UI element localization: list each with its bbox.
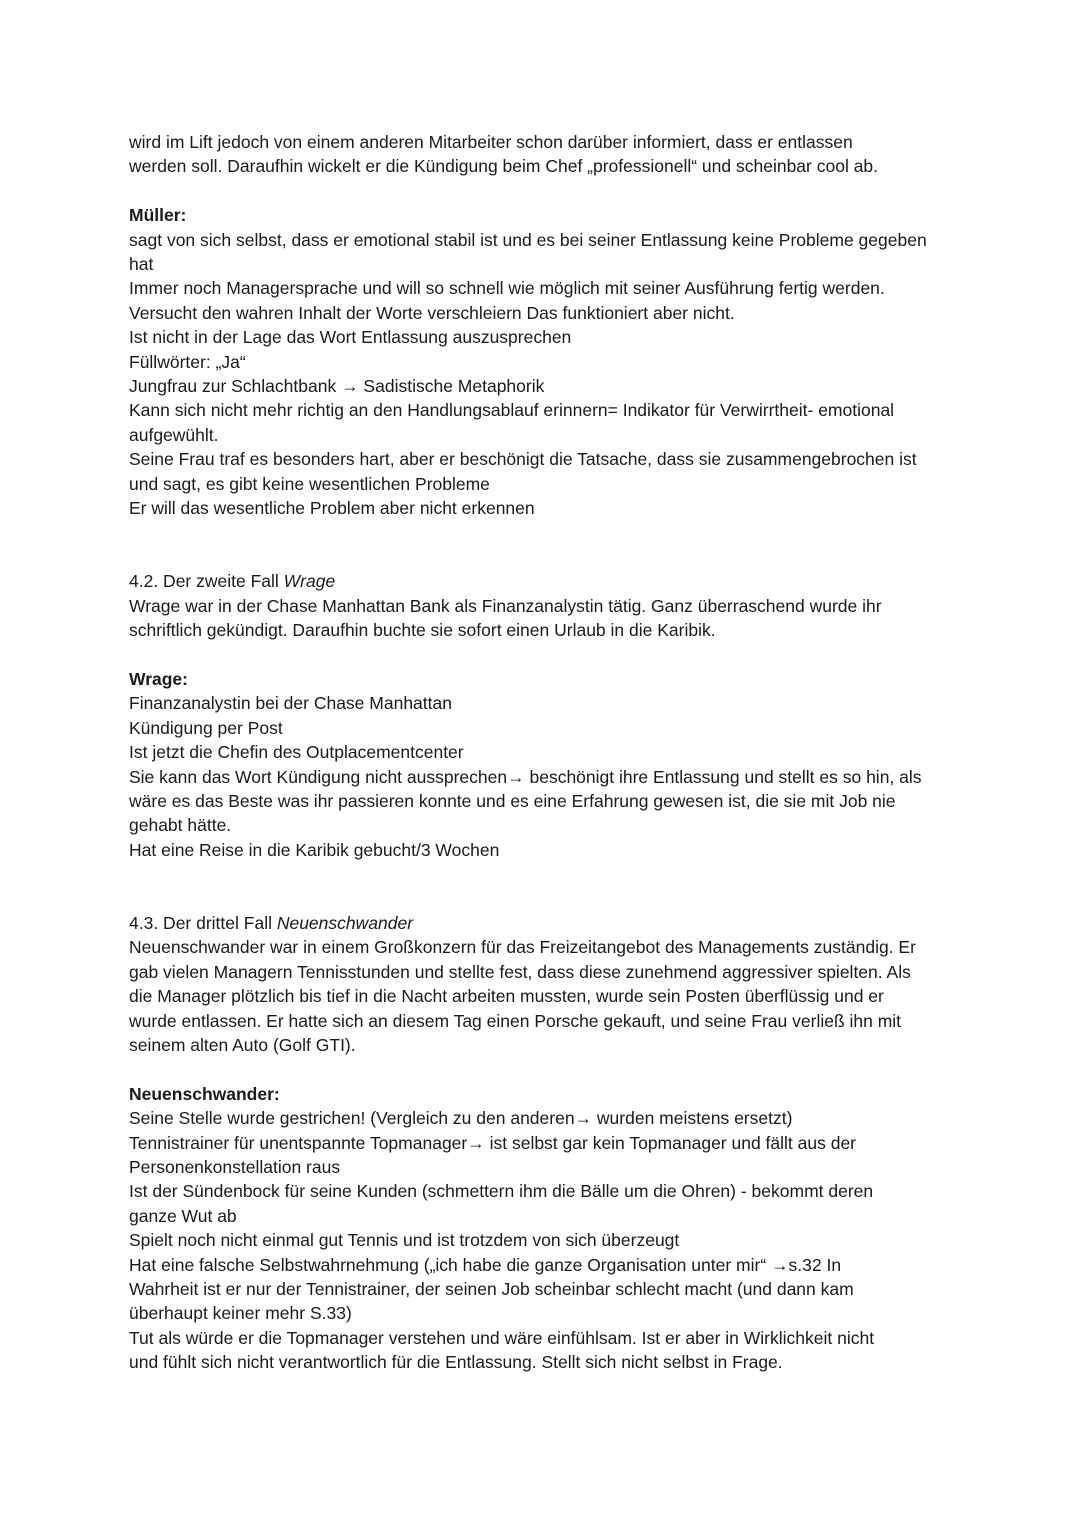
- text-line: Wahrheit ist er nur der Tennistrainer, der seinen Job scheinbar schlecht macht (und dann kam: [129, 1279, 854, 1300]
- neuenschwander-title: Neuenschwander:: [129, 1083, 280, 1104]
- text-line: sagt von sich selbst, dass er emotional stabil ist und es bei seiner Entlassung keine Probleme gegeben: [129, 229, 927, 250]
- section-heading: [129, 569, 959, 593]
- text-line: Kündigung per Post: [129, 717, 283, 738]
- text-line: Spielt noch nicht einmal gut Tennis und ist trotzdem von sich überzeugt: [129, 1230, 680, 1251]
- text-line: Er will das wesentliche Problem aber nicht erkennen: [129, 498, 535, 519]
- heading-name: Wrage: [283, 571, 336, 592]
- text-line: Kann sich nicht mehr richtig an den Handlungsablauf erinnern= Indikator für Verwirrtheit- emotional: [129, 400, 895, 421]
- text-line: wird im Lift jedoch von einem anderen Mitarbeiter schon darüber informiert, dass er entlassen: [129, 132, 853, 152]
- heading-prefix: 4.3. Der drittel Fall: [129, 912, 277, 933]
- text-line: Sie kann das Wort Kündigung nicht aussprechen→ beschönigt ihre Entlassung und stellt es so hin, als: [129, 766, 922, 787]
- text-line: Tennistrainer für unentspannte Topmanager→ ist selbst gar kein Topmanager und fällt aus der: [129, 1132, 857, 1153]
- text-line: hat: [129, 254, 154, 275]
- text-line: wurde entlassen. Er hatte sich an diesem Tag einen Porsche gekauft, und seine Frau verließ ihn mit: [129, 1010, 902, 1031]
- text-line: wäre es das Beste was ihr passieren konnte und es eine Erfahrung gewesen ist, die sie mit Job nie: [129, 790, 896, 811]
- text-line: Personenkonstellation raus: [129, 1156, 341, 1177]
- text-line: und fühlt sich nicht verantwortlich für die Entlassung. Stellt sich nicht selbst in Frage.: [129, 1352, 783, 1373]
- heading-prefix: 4.2. Der zweite Fall: [129, 571, 284, 592]
- text-line: überhaupt keiner mehr S.33): [129, 1303, 352, 1324]
- text-line: Ist der Sündenbock für seine Kunden (schmettern ihm die Bälle um die Ohren) - bekommt deren: [129, 1181, 874, 1202]
- text-line: aufgewühlt.: [129, 424, 219, 445]
- text-line: Füllwörter: „Ja“: [129, 351, 246, 372]
- text-line: werden soll. Daraufhin wickelt er die Kündigung beim Chef „professionell“ und scheinbar cool ab.: [129, 156, 879, 177]
- text-line: Neuenschwander war in einem Großkonzern für das Freizeitangebot des Managements zuständig. Er: [129, 937, 916, 958]
- text-line: und sagt, es gibt keine wesentlichen Probleme: [129, 473, 490, 494]
- text-line: Ist jetzt die Chefin des Outplacementcenter: [129, 742, 464, 763]
- section-neuenschwander: [129, 911, 959, 1375]
- section-heading: [129, 911, 959, 935]
- text-line: schriftlich gekündigt. Daraufhin buchte sie sofort einen Urlaub in die Karibik.: [129, 620, 716, 641]
- text-line: gehabt hätte.: [129, 815, 232, 836]
- text-line: Hat eine falsche Selbstwahrnehmung („ich habe die ganze Organisation unter mir“ →s.32 In: [129, 1254, 842, 1275]
- text-line: die Manager plötzlich bis tief in die Nacht arbeiten mussten, wurde sein Posten überflüssig und er: [129, 986, 884, 1007]
- text-line: Versucht den wahren Inhalt der Worte verschleiern Das funktioniert aber nicht.: [129, 302, 735, 323]
- text-line: Jungfrau zur Schlachtbank → Sadistische Metaphorik: [129, 376, 545, 397]
- text-line: Seine Frau traf es besonders hart, aber er beschönigt die Tatsache, dass sie zusammengebrochen ist: [129, 449, 917, 470]
- intro-paragraph: [129, 130, 959, 179]
- text-line: ganze Wut ab: [129, 1205, 237, 1226]
- document-page: [129, 130, 959, 1375]
- text-line: Tut als würde er die Topmanager verstehen und wäre einfühlsam. Ist er aber in Wirklichkeit nicht: [129, 1327, 875, 1348]
- text-line: seinem alten Auto (Golf GTI).: [129, 1034, 356, 1055]
- text-line: gab vielen Managern Tennisstunden und stellte fest, dass diese zunehmend aggressiver spielten. Als: [129, 961, 911, 982]
- text-line: Immer noch Managersprache und will so schnell wie möglich mit seiner Ausführung fertig werden.: [129, 278, 885, 299]
- wrage-title: Wrage:: [129, 668, 188, 689]
- text-line: Finanzanalystin bei der Chase Manhattan: [129, 693, 452, 714]
- text-line: Wrage war in der Chase Manhattan Bank als Finanzanalystin tätig. Ganz überraschend wurde ihr: [129, 595, 882, 616]
- text-line: Hat eine Reise in die Karibik gebucht/3 Wochen: [129, 839, 500, 860]
- text-line: Ist nicht in der Lage das Wort Entlassung auszusprechen: [129, 327, 572, 348]
- section-wrage: [129, 569, 959, 862]
- mueller-notes: [129, 203, 959, 520]
- text-line: Seine Stelle wurde gestrichen! (Vergleich zu den anderen→ wurden meistens ersetzt): [129, 1108, 793, 1129]
- heading-name: Neuenschwander: [276, 912, 414, 933]
- mueller-title: Müller:: [129, 205, 187, 226]
